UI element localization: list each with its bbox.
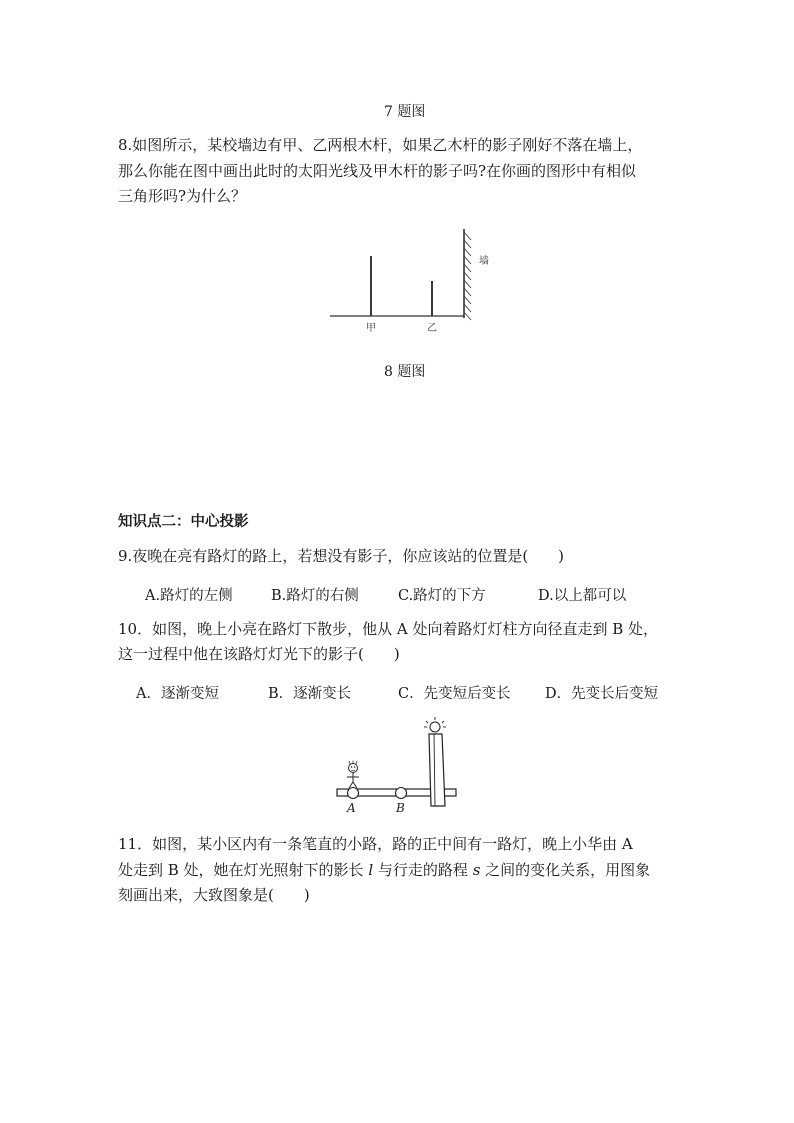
q8-line-2: 那么你能在图中画出此时的太阳光线及甲木杆的影子吗?在你画的图形中有相似 [118,162,637,180]
q10-line-2: 这一过程中他在该路灯灯光下的影子( ) [118,645,400,663]
q11-var-l: l [368,861,374,879]
q10-line-1: 10．如图，晚上小亮在路灯下散步，他从 A 处向着路灯灯柱方向径直走到 B 处， [118,620,659,638]
wall-label: 墙 [479,256,489,267]
q10-option-b: B．逐渐变长 [268,686,352,702]
section-heading: 知识点二：中心投影 [118,514,249,530]
q11-line-2 [118,861,650,879]
q11-line-2-mid: 与行走的路程 [373,861,473,879]
pole-jia-label: 甲 [366,323,376,334]
q10-option-d: D．先变长后变短 [545,686,659,702]
q11-line-3: 刻画出来，大致图象是( ) [118,886,310,904]
q9-option-a: A.路灯的左侧 [145,588,233,604]
q11-line-2-prefix: 处走到 B 处，她在灯光照射下的影长 [118,861,369,879]
q11-line-2-suffix: 之间的变化关系，用图象 [480,861,651,879]
q9-option-d: D.以上都可以 [538,588,627,604]
lamp-post [429,734,445,806]
point-b-label: B [396,801,405,815]
lamp-light-icon [424,717,446,732]
q10-option-a: A．逐渐变短 [136,686,219,702]
figure-7-caption: 7 题图 [384,104,426,120]
figure-8-caption: 8 题图 [384,364,426,380]
q9-option-c: C.路灯的下方 [398,588,486,604]
pole-yi-label: 乙 [427,323,437,334]
q8-line-3: 三角形吗?为什么？ [118,187,247,205]
point-a-marker [348,788,359,799]
q11-var-s: s [472,861,481,879]
q11-line-1: 11．如图，某小区内有一条笔直的小路，路的正中间有一路灯，晚上小华由 A [118,835,633,853]
person-icon [347,761,359,789]
q9-stem: 9.夜晚在亮有路灯的路上，若想没有影子，你应该站的位置是( ) [118,547,565,565]
point-a-label: A [347,801,356,815]
point-b-marker [396,788,407,799]
q10-option-c: C．先变短后变长 [398,686,511,702]
q8-line-1: 8.如图所示，某校墙边有甲、乙两根木杆，如果乙木杆的影子刚好不落在墙上， [118,136,643,154]
q9-option-b: B.路灯的右侧 [271,588,359,604]
